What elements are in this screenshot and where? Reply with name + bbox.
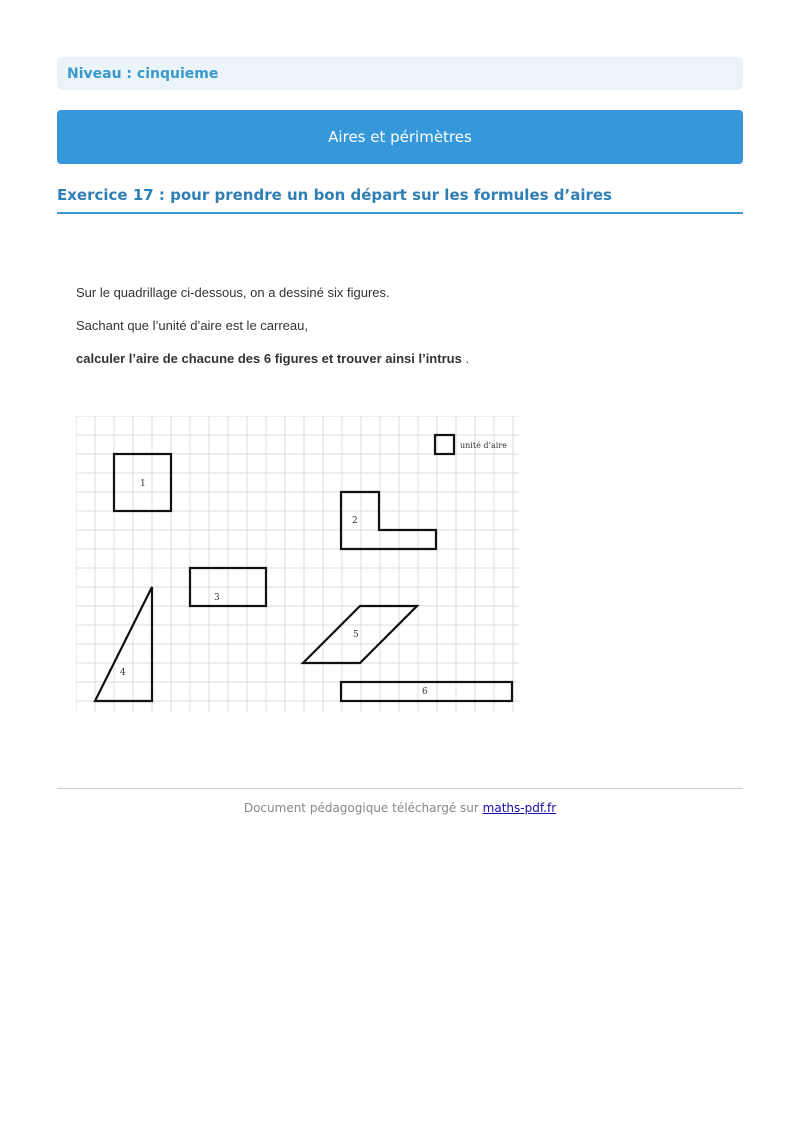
figure-2-label: 2 <box>352 516 358 526</box>
unit-label: unité d’aire <box>460 441 507 450</box>
figure-4-label: 4 <box>120 668 126 678</box>
statement-instruction <box>76 351 469 366</box>
footer <box>57 801 743 815</box>
unit-square <box>435 435 454 454</box>
statement-line-2: Sachant que l’unité d’aire est le carreau, <box>76 318 308 333</box>
grid-svg <box>76 416 519 712</box>
instruction-bold: calculer l’aire de chacune des 6 figures et trouver ainsi l’intrus <box>76 351 462 366</box>
figure-1-label: 1 <box>140 479 146 489</box>
exercise-title: Exercice 17 : pour prendre un bon départ sur les formules d’aires <box>57 186 612 204</box>
footer-link[interactable]: maths-pdf.fr <box>482 801 557 815</box>
chapter-title: Aires et périmètres <box>328 128 472 146</box>
figure-6-label: 6 <box>422 687 428 697</box>
figure-5-parallelogram <box>303 606 417 663</box>
figure-3-label: 3 <box>214 593 220 603</box>
level-label: Niveau : cinquieme <box>67 65 219 82</box>
footer-text: Document pédagogique téléchargé sur <box>243 801 479 815</box>
level-box <box>57 57 743 90</box>
grid-lines <box>76 416 519 712</box>
statement-line-1: Sur le quadrillage ci-dessous, on a dessiné six figures. <box>76 285 390 300</box>
footer-divider <box>57 788 743 789</box>
figure-5-label: 5 <box>353 630 359 640</box>
grid-figure <box>76 416 519 716</box>
instruction-end: . <box>465 351 470 366</box>
chapter-banner <box>57 110 743 164</box>
exercise-title-underline <box>57 212 743 214</box>
